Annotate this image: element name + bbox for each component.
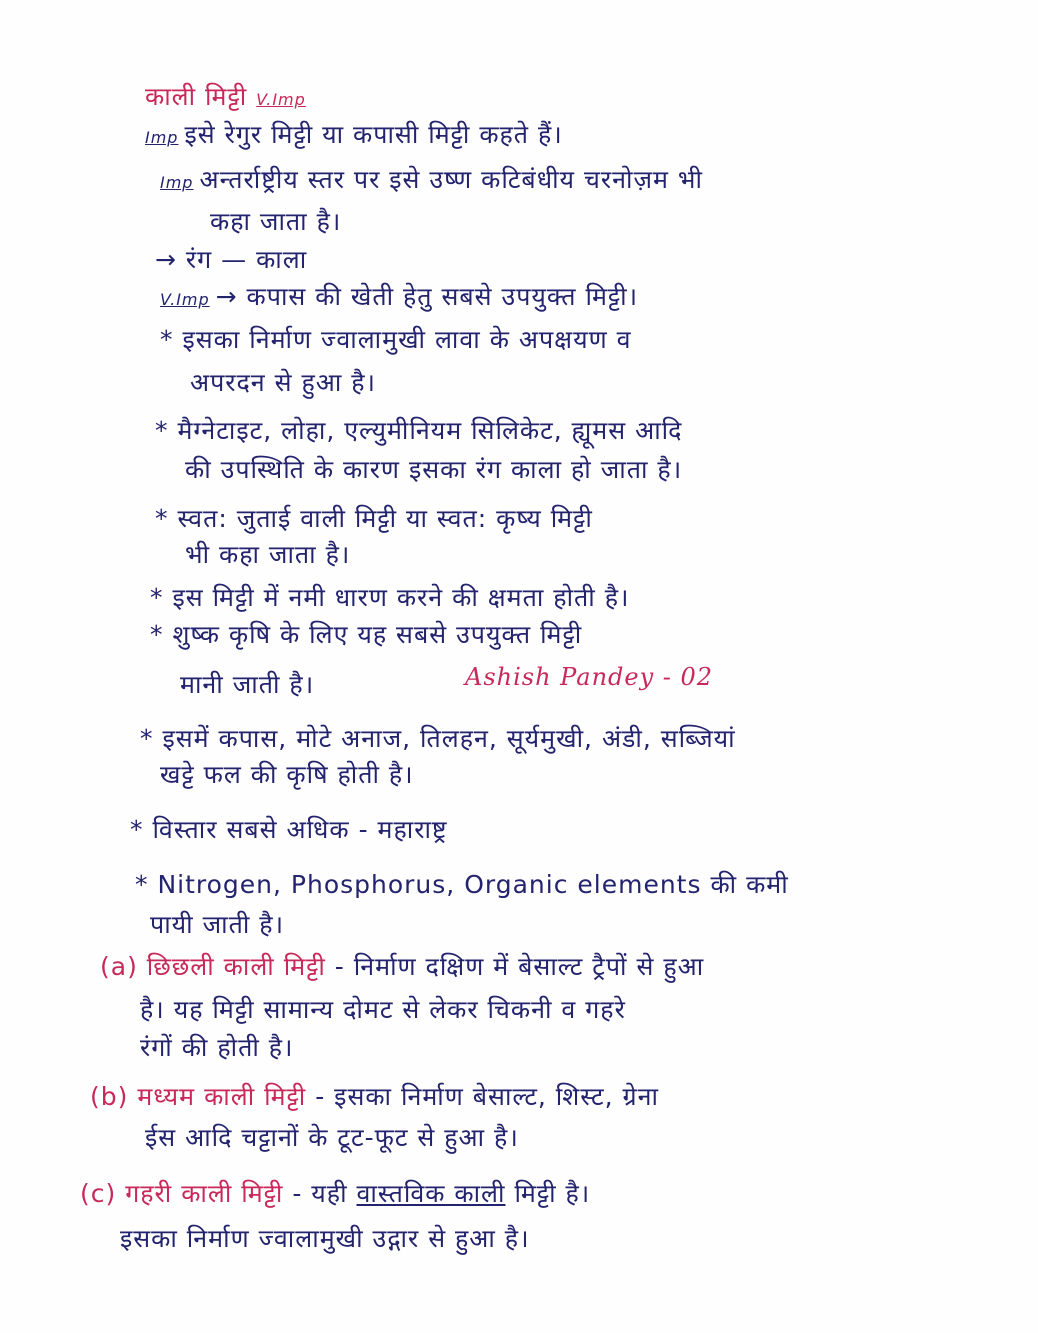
subtype-heading: (b) मध्यम काली मिट्टी [90, 1082, 307, 1111]
subtype-b [90, 1080, 659, 1114]
line-text: अन्तर्राष्ट्रीय स्तर पर इसे उष्ण कटिबंधीय चरनोज़म भी [199, 165, 703, 194]
note-line: → रंग — काला [155, 245, 308, 274]
note-line: * इस मिट्टी में नमी धारण करने की क्षमता होती है। [150, 583, 630, 612]
note-line: की उपस्थिति के कारण इसका रंग काला हो जाता है। [185, 455, 683, 484]
note-line: * मैग्नेटाइट, लोहा, एल्युमीनियम सिलिकेट, ह्यूमस आदि [155, 416, 683, 445]
line-text: - निर्माण दक्षिण में बेसाल्ट ट्रैपों से हुआ [334, 952, 705, 981]
note-line: * स्वत: जुताई वाली मिट्टी या स्वत: कृष्य मिट्टी [155, 504, 593, 533]
title-text: काली मिट्टी [145, 82, 248, 111]
note-line: मानी जाती है। [180, 670, 315, 699]
note-line: पायी जाती है। [150, 910, 285, 939]
vimp-tag: V.Imp [160, 290, 210, 309]
note-line [145, 118, 563, 155]
subtype-a [100, 950, 704, 984]
line-text: - यही [292, 1179, 348, 1208]
note-line: अपरदन से हुआ है। [190, 368, 376, 397]
note-line: भी कहा जाता है। [185, 540, 351, 569]
note-line: कहा जाता है। [210, 207, 342, 236]
note-line: * इसका निर्माण ज्वालामुखी लावा के अपक्षयण व [160, 325, 632, 354]
note-line: है। यह मिट्टी सामान्य दोमट से लेकर चिकनी व गहरे [140, 995, 626, 1024]
note-line: खट्टे फल की कृषि होती है। [160, 760, 414, 789]
note-line: * शुष्क कृषि के लिए यह सबसे उपयुक्त मिट्टी [150, 620, 583, 649]
line-text: इसे रेगुर मिट्टी या कपासी मिट्टी कहते हैं। [184, 120, 563, 149]
signature: Ashish Pandey - 02 [465, 663, 714, 691]
title [145, 80, 312, 117]
subtype-heading: (a) छिछली काली मिट्टी [100, 952, 326, 981]
note-line: रंगों की होती है। [140, 1033, 294, 1062]
imp-tag: Imp [145, 128, 179, 147]
subtype-heading: (c) गहरी काली मिट्टी [80, 1179, 284, 1208]
line-text: → कपास की खेती हेतु सबसे उपयुक्त मिट्टी। [215, 282, 639, 311]
underlined-text: वास्तविक काली [356, 1179, 506, 1208]
line-text: - इसका निर्माण बेसाल्ट, शिस्ट, ग्रेना [315, 1082, 659, 1111]
imp-tag: Imp [160, 173, 194, 192]
title-tag: V.Imp [256, 90, 306, 109]
note-line [160, 280, 638, 317]
subtype-c [80, 1177, 590, 1211]
note-line: * Nitrogen, Phosphorus, Organic elements की कमी [135, 870, 789, 899]
note-line [160, 163, 703, 200]
note-line: इसका निर्माण ज्वालामुखी उद्गार से हुआ है। [120, 1224, 530, 1253]
line-text: मिट्टी है। [514, 1179, 591, 1208]
note-line: * विस्तार सबसे अधिक - महाराष्ट्र [130, 815, 448, 844]
note-line: * इसमें कपास, मोटे अनाज, तिलहन, सूर्यमुखी, अंडी, सब्जियां [140, 724, 736, 753]
note-line: ईस आदि चट्टानों के टूट-फूट से हुआ है। [145, 1123, 519, 1152]
